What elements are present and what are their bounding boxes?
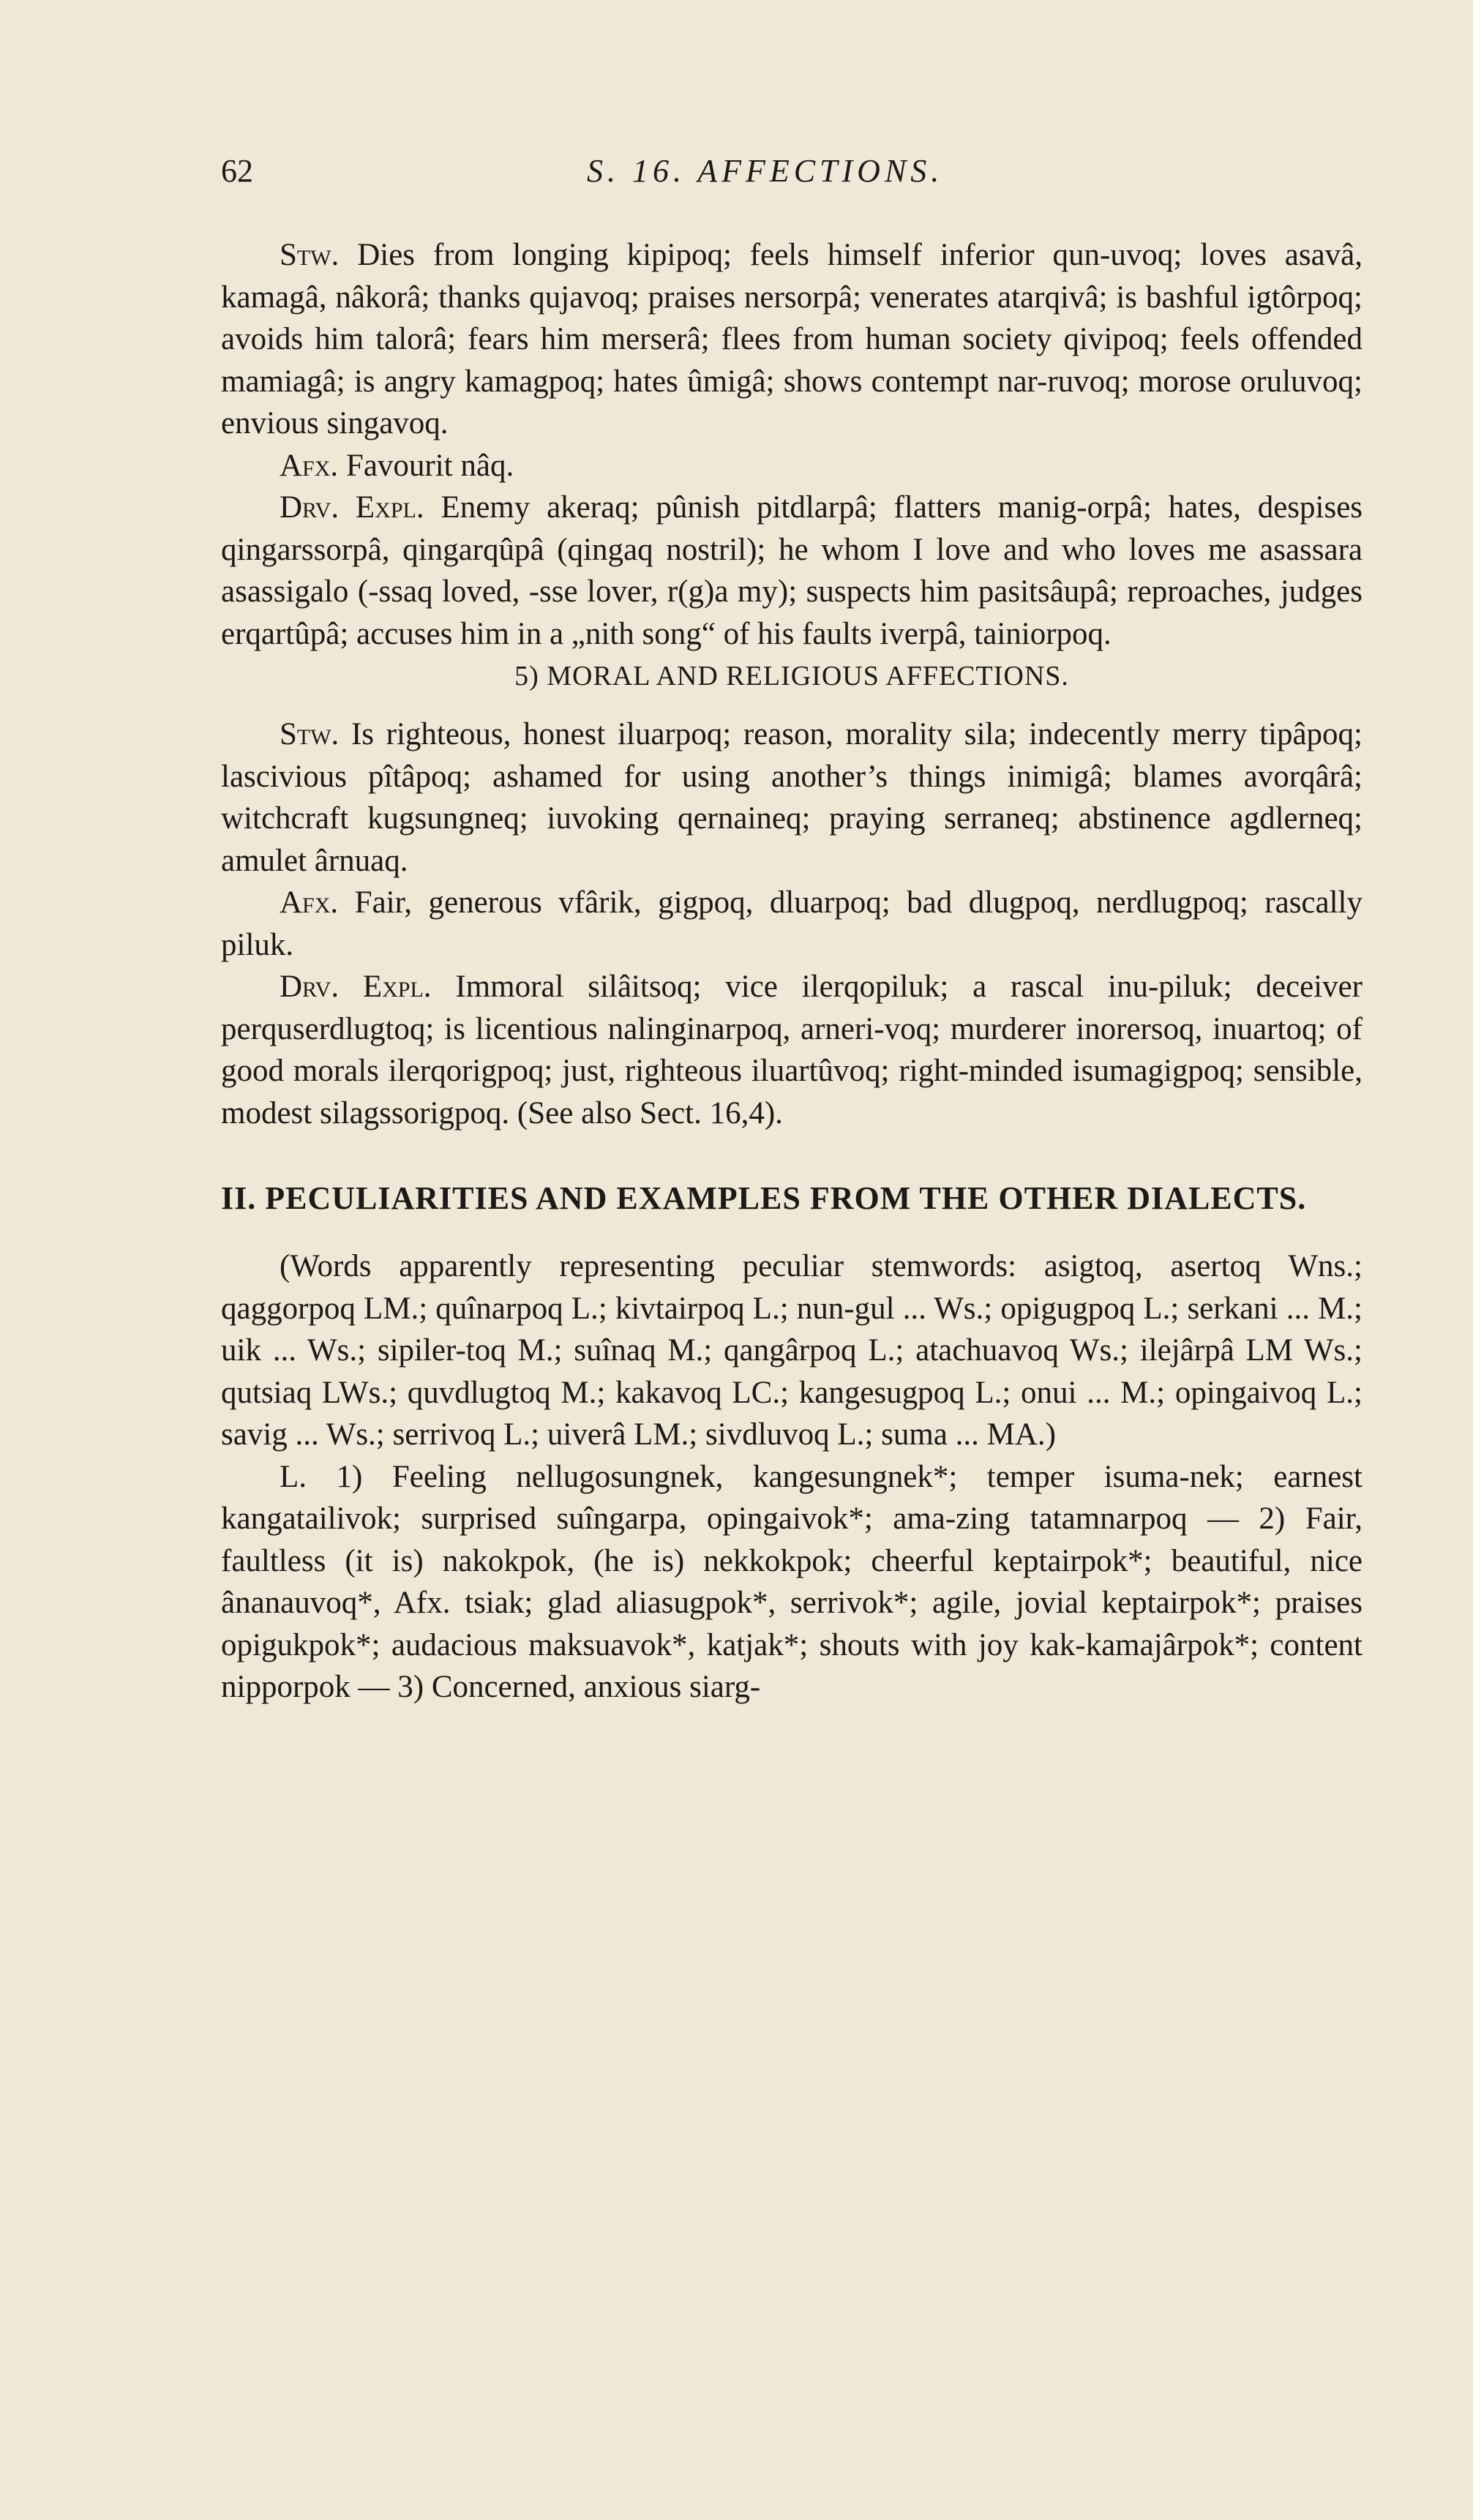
paragraph-l: L. 1) Feeling nellugosungnek, kangesungnek*; temper isuma-nek; earnest kangatailivok; surprised suîngarpa, opingaivok*; ama-zing tatamnarpoq — 2) Fair, faultless (it is) nakokpok, (he is) nekkokpok; cheerful keptairpok*; beautiful, nice ânanauvoq*, Afx. tsiak; glad aliasugpok*, serrivok*; agile, jovial keptairpok*; praises opigukpok*; audacious maksuavok*, katjak*; shouts with joy kak-kamajârpok*; content nipporpok — 3) Concerned, anxious siarg- [221,1459,1363,1704]
paragraph-text: Is righteous, honest iluarpoq; reason, morality sila; indecently merry tipâpoq; lascivious pîtâpoq; ashamed for using another’s things inimigâ; blames avorqârâ; witchcraft kugsungneq; iuvoking qernaineq; praying serraneq; abstinence agdlerneq; amulet ârnuaq. [221,717,1363,878]
label-drv: Drv. Expl. [280,490,424,525]
paragraph-stw [221,713,1363,882]
running-title: S. 16. AFFECTIONS. [587,153,944,189]
page-number: 62 [221,153,253,189]
paragraph-text: Dies from longing kipipoq; feels himself inferior qun-uvoq; loves asavâ, kamagâ, nâkorâ; thanks qujavoq; praises nersorpâ; venerates atarqivâ; is bashful igtôrpoq; avoids him talorâ; fears him merserâ; flees from human society qivipoq; feels offended mamiagâ; is angry kamagpoq; hates ûmigâ; shows contempt nar-ruvoq; morose oruluvoq; envious singavoq. [221,238,1363,440]
paragraph-text: Favourit nâq. [345,448,514,483]
label-afx: Afx. [280,448,339,483]
paragraph-stemwords: (Words apparently representing peculiar stemwords: asigtoq, asertoq Wns.; qaggorpoq LM.; quînarpoq L.; kivtairpoq L.; nun-gul ... Ws.; opigugpoq L.; serkani ... M.; uik ... Ws.; sipiler-toq M.; suînaq M.; qangârpoq L.; atachuavoq Ws.; ilejârpâ LM Ws.; qutsiaq LWs.; quvdlugtoq M.; kakavoq LC.; kangesugpoq L.; onui ... M.; opingaivoq L.; savig ... Ws.; serrivoq L.; uiverâ LM.; sivdluvoq L.; suma ... MA.) [221,1249,1363,1452]
paragraph-stw [221,234,1363,445]
running-header [221,152,1363,196]
label-drv: Drv. Expl. [280,970,432,1004]
label-stw: Stw. [280,717,340,751]
body-text [221,234,1363,1709]
paragraph-text: Fair, generous vfârik, gigpoq, dluarpoq; bad dlugpoq, nerdlugpoq; rascally piluk. [221,885,1363,962]
label-afx: Afx. [280,885,339,920]
paragraph-text: Immoral silâitsoq; vice ilerqopiluk; a rascal inu-piluk; deceiver perquserdlugtoq; is licentious nalinginarpoq, arneri-voq; murderer inorersoq, inuartoq; of good morals ilerqorigpoq; just, righteous iluartûvoq; right-minded isumagigpoq; sensible, modest silagssorigpoq. (See also Sect. 16,4). [221,970,1363,1130]
paragraph-drv [221,966,1363,1134]
section-heading-moral: 5) MORAL AND RELIGIOUS AFFECTIONS. [514,661,1069,691]
paragraph-drv [221,487,1363,655]
paragraph-afx [221,445,1363,487]
label-stw: Stw. [280,238,340,272]
paragraph-afx [221,882,1363,966]
paragraph-text: Enemy akeraq; pûnish pitdlarpâ; flatters manig-orpâ; hates, despises qingarssorpâ, qingarqûpâ (qingaq nostril); he whom I love and who loves me asassara asassigalo (-ssaq loved, -sse lover, r(g)a my); suspects him pasitsâupâ; reproaches, judges erqartûpâ; accuses him in a „nith song“ of his faults iverpâ, tainiorpoq. [221,490,1363,651]
part-heading-dialects: II. PECULIARITIES AND EXAMPLES FROM THE OTHER DIALECTS. [221,1180,1307,1216]
